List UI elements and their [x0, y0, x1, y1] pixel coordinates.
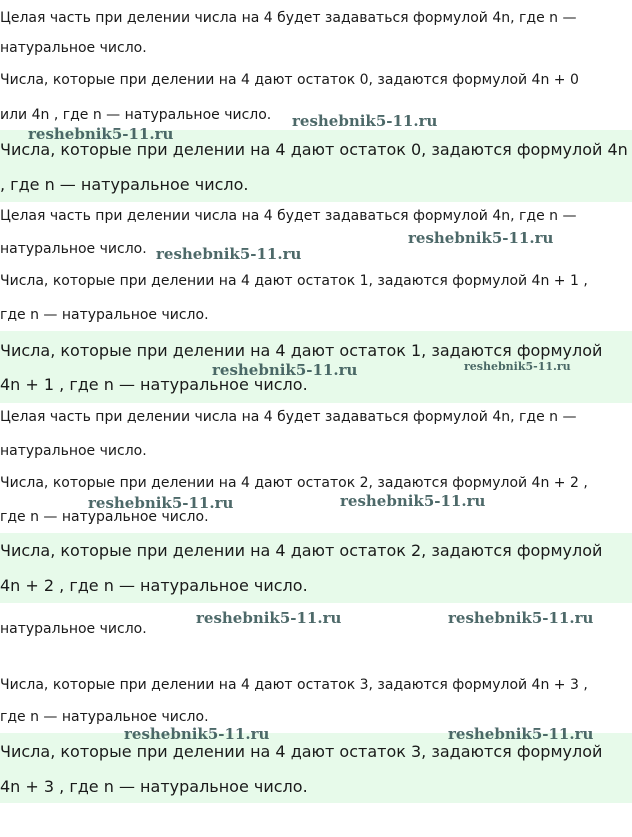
paragraph-line: Целая часть при делении числа на 4 будет задаваться формулой 4n, где n —: [0, 409, 577, 425]
paragraph-line: натуральное число.: [0, 40, 147, 56]
highlight-line: Числа, которые при делении на 4 дают остаток 1, задаются формулой: [0, 341, 603, 360]
watermark-text: reshebnik5-11.ru: [292, 112, 438, 130]
watermark-text: reshebnik5-11.ru: [448, 609, 594, 627]
highlight-line: 4n + 3 , где n — натуральное число.: [0, 777, 308, 796]
watermark-text: reshebnik5-11.ru: [340, 492, 486, 510]
highlight-line: Числа, которые при делении на 4 дают остаток 2, задаются формулой: [0, 541, 603, 560]
paragraph-line: натуральное число.: [0, 621, 147, 637]
paragraph-line: Целая часть при делении числа на 4 будет задаваться формулой 4n, где n —: [0, 208, 577, 224]
paragraph-line: натуральное число.: [0, 443, 147, 459]
paragraph-line: Числа, которые при делении на 4 дают остаток 1, задаются формулой 4n + 1 ,: [0, 273, 588, 289]
watermark-text: reshebnik5-11.ru: [88, 494, 234, 512]
paragraph-line: Числа, которые при делении на 4 дают остаток 3, задаются формулой 4n + 3 ,: [0, 677, 588, 693]
watermark-text: reshebnik5-11.ru: [448, 725, 594, 743]
paragraph-line: Числа, которые при делении на 4 дают остаток 2, задаются формулой 4n + 2 ,: [0, 475, 588, 491]
paragraph-line: Числа, которые при делении на 4 дают остаток 0, задаются формулой 4n + 0: [0, 72, 579, 88]
watermark-text: reshebnik5-11.ru: [408, 229, 554, 247]
watermark-text: reshebnik5-11.ru: [124, 725, 270, 743]
watermark-text: reshebnik5-11.ru: [196, 609, 342, 627]
paragraph-line: Целая часть при делении числа на 4 будет задаваться формулой 4n, где n —: [0, 10, 577, 26]
highlight-line: 4n + 1 , где n — натуральное число.: [0, 375, 308, 394]
paragraph-line: или 4n , где n — натуральное число.: [0, 107, 272, 123]
watermark-text: reshebnik5-11.ru: [156, 245, 302, 263]
highlight-line: , где n — натуральное число.: [0, 175, 249, 194]
highlight-line: Числа, которые при делении на 4 дают остаток 3, задаются формулой: [0, 742, 603, 761]
paragraph-line: где n — натуральное число.: [0, 307, 209, 323]
paragraph-line: где n — натуральное число.: [0, 709, 209, 725]
paragraph-line: натуральное число.: [0, 241, 147, 257]
highlight-line: Числа, которые при делении на 4 дают остаток 0, задаются формулой 4n: [0, 140, 628, 159]
paragraph-line: где n — натуральное число.: [0, 509, 209, 525]
watermark-text: reshebnik5-11.ru: [28, 125, 174, 143]
highlight-line: 4n + 2 , где n — натуральное число.: [0, 576, 308, 595]
watermark-text: reshebnik5-11.ru: [212, 361, 358, 379]
watermark-text: reshebnik5-11.ru: [464, 360, 571, 373]
